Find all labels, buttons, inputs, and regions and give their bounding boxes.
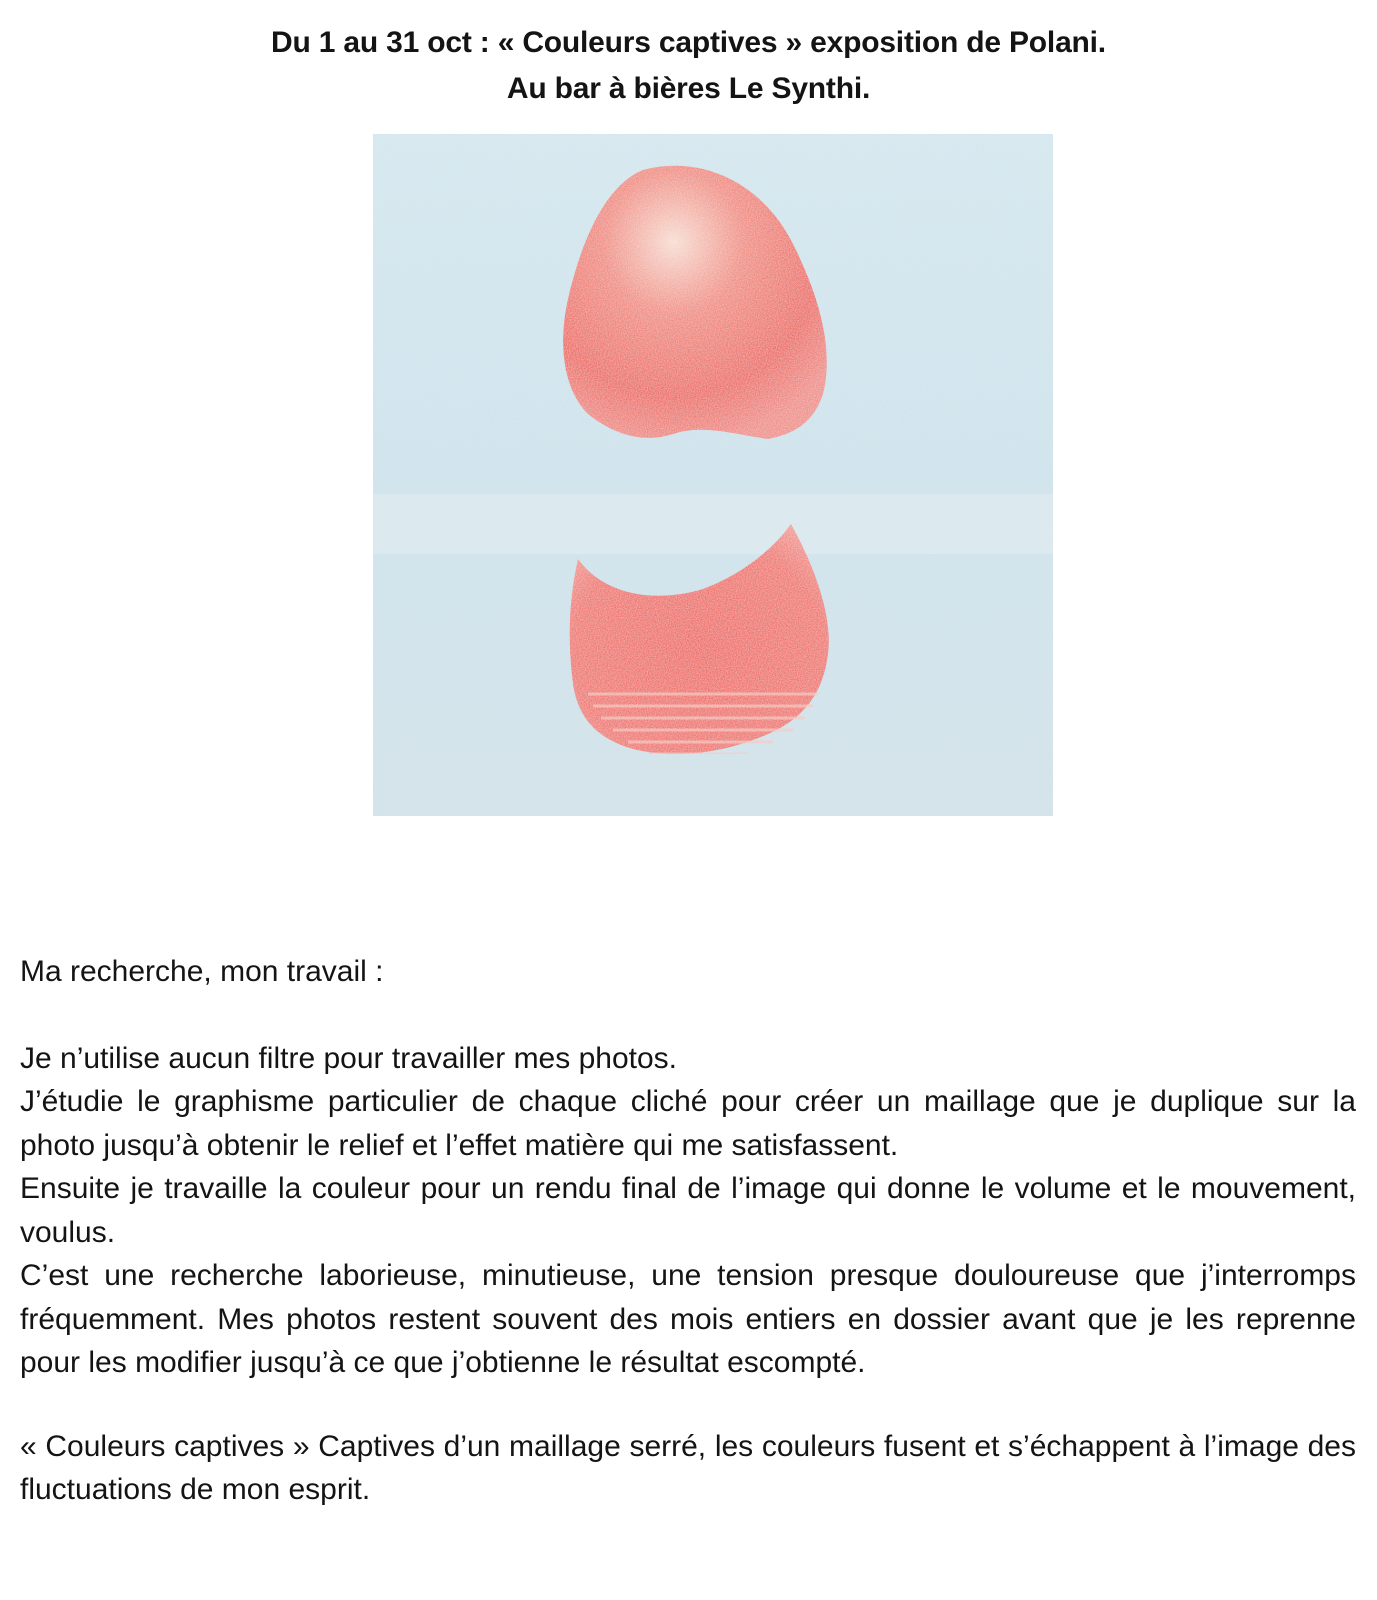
closing-statement: « Couleurs captives » Captives d’un maillage serré, les couleurs fusent et s’échappent à l’image des fluctuations de mon esprit. [20, 1429, 1356, 1506]
artist-statement [20, 950, 1356, 1512]
paragraph-color: Ensuite je travaille la couleur pour un rendu final de l’image qui donne le volume et le mouvement, voulus. [20, 1172, 1356, 1249]
exhibition-header [0, 20, 1377, 112]
artwork-photo [373, 134, 1053, 816]
paragraph-research: C’est une recherche laborieuse, minutieuse, une tension presque douloureuse que j’interromps fréquemment. Mes photos restent souvent des mois entiers en dossier avant que je les reprenne pour les modifier jusqu’à ce que j’obtienne le résultat escompté. [20, 1259, 1356, 1379]
paragraph-filters: Je n’utilise aucun filtre pour travailler mes photos. [20, 1041, 677, 1075]
section-title: Ma recherche, mon travail : [20, 955, 384, 988]
exhibition-venue: Au bar à bières Le Synthi. [506, 72, 871, 105]
exhibition-title: Du 1 au 31 oct : « Couleurs captives » exposition de Polani. [271, 26, 1106, 59]
paragraph-graphism: J’étudie le graphisme particulier de chaque cliché pour créer un maillage que je duplique sur la photo jusqu’à obtenir le relief et l’effet matière qui me satisfassent. [20, 1085, 1356, 1162]
